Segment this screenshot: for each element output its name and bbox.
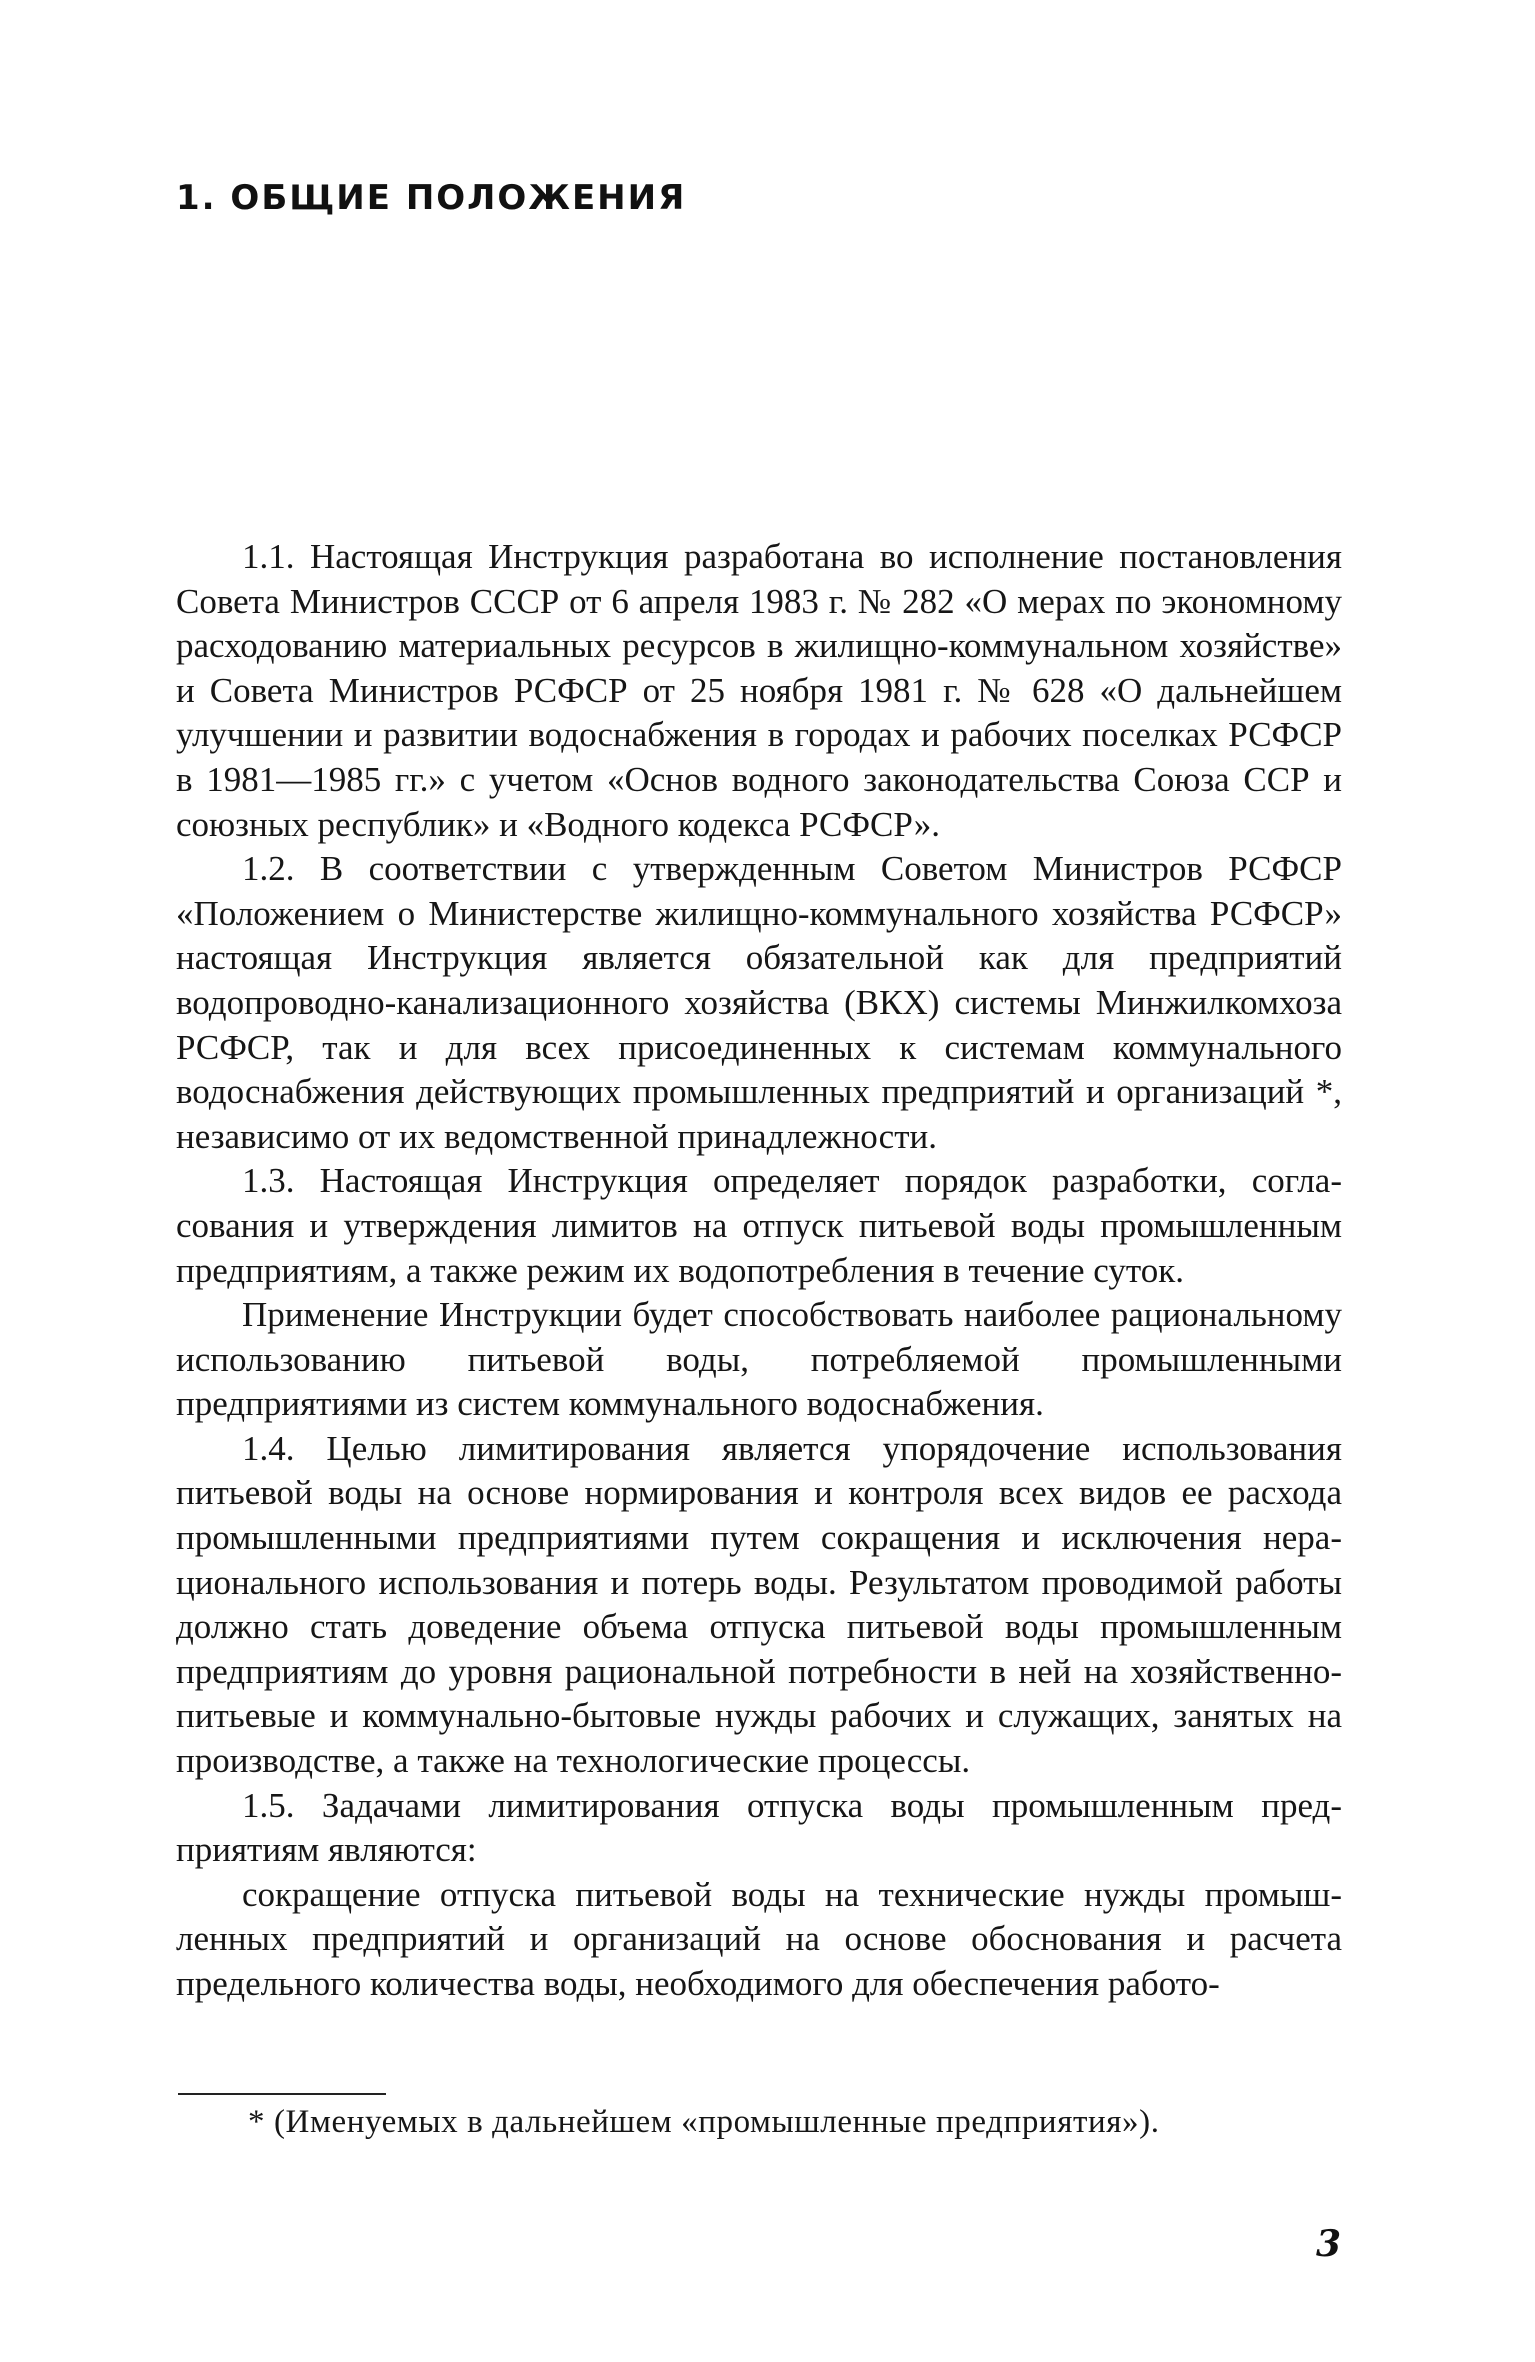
paragraph-1-4: 1.4. Целью лимитирования является упорядочение использования питьевой воды на основе нормирования и контроля всех видов ее расхода промышленными предприятиями путем сокращения и исключения нерационального использования и потерь воды. Результатом проводимой работы должно стать доведение объема отпуска питьевой воды промышленным предприятиям до уровня рациональной потребности в ней на хозяйственно-питьевые и коммунально-бытовые нужды рабочих и служащих, занятых на производстве, а также на технологические процессы. [176, 1428, 1342, 1781]
page-number: 3 [1316, 2223, 1342, 2265]
body-text [176, 535, 1342, 2007]
section-heading: 1. ОБЩИЕ ПОЛОЖЕНИЯ [176, 178, 687, 218]
paragraph-reduction: сокращение отпуска питьевой воды на технические нужды промышленных предприятий и организаций на основе обоснования и расчета предельного количества воды, необходимого для обеспечения работо- [176, 1874, 1342, 2003]
paragraph-1-1: 1.1. Настоящая Инструкция разработана во исполнение постановления Совета Министров СССР от 6 апреля 1983 г. № 282 «О мерах по экономному расходованию материальных ресурсов в жилищно-коммунальном хозяйстве» и Совета Министров РСФСР от 25 ноября 1981 г. № 628 «О дальнейшем улучшении и развитии водоснабжения в городах и рабочих поселках РСФСР в 1981—1985 гг.» с учетом «Основ водного законодательства Союза ССР и союзных республик» и «Водного кодекса РСФСР». [176, 537, 1342, 844]
paragraph-1-3: 1.3. Настоящая Инструкция определяет порядок разработки, согласования и утверждения лимитов на отпуск питьевой воды промышленным предприятиям, а также режим их водопотребления в течение суток. [176, 1161, 1342, 1290]
footnote-divider [178, 2093, 386, 2095]
paragraph-1-2: 1.2. В соответствии с утвержденным Советом Министров РСФСР «Положением о Министерстве жилищно-коммунального хозяйства РСФСР» настоящая Инструкция является обязательной как для предприятий водопроводно-канализационного хозяйства (ВКХ) системы Минжилкомхоза РСФСР, так и для всех присоединенных к системам коммунального водоснабжения действующих промышленных предприятий и организаций *, независимо от их ведомственной принадлежности. [176, 849, 1342, 1156]
paragraph-1-5: 1.5. Задачами лимитирования отпуска воды промышленным предприятиям являются: [176, 1785, 1342, 1870]
paragraph-application: Применение Инструкции будет способствовать наиболее рациональному использованию питьевой воды, потребляемой промышленными предприятиями из систем коммунального водоснабжения. [176, 1295, 1342, 1424]
footnote: * (Именуемых в дальнейшем «промышленные предприятия»). [248, 2104, 1160, 2140]
